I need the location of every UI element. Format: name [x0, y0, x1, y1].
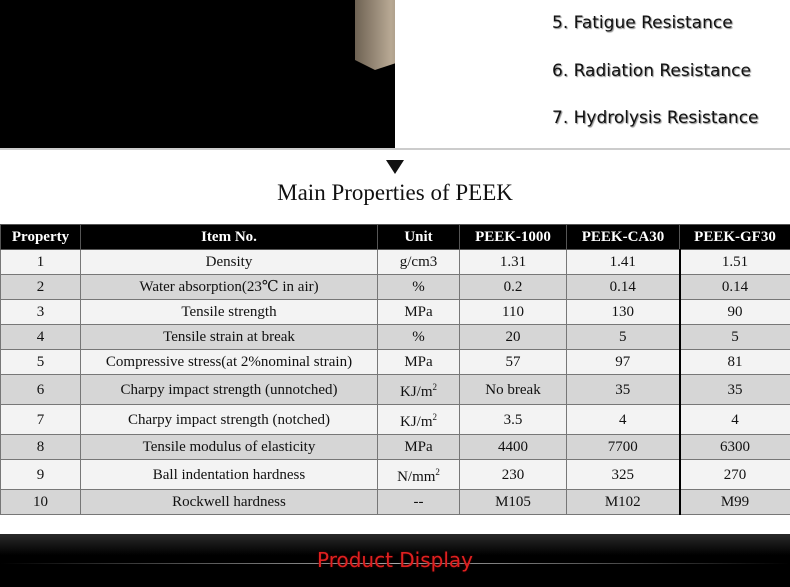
property-number-cell: [1, 300, 81, 325]
peek-gf30-value-cell: [680, 435, 790, 460]
product-photo-area: [0, 0, 395, 150]
column-header: Item No.: [81, 225, 378, 250]
property-number-cell: [1, 375, 81, 405]
arrow-down-icon: [386, 160, 404, 174]
peek-gf30-value-cell: [680, 490, 790, 515]
hero-banner: [0, 0, 790, 150]
item-name-cell: [81, 460, 378, 490]
properties-table: [0, 224, 790, 515]
item-name-cell: [81, 350, 378, 375]
peek-fitting-image: [355, 0, 395, 80]
peek-1000-value-cell: [460, 350, 567, 375]
peek-1000-value-cell: [460, 460, 567, 490]
cell-text: 1: [36, 254, 45, 270]
unit-cell: [378, 275, 460, 300]
table-row: [1, 375, 790, 405]
cell-text: 35: [615, 381, 631, 398]
cell-text: 6: [36, 381, 45, 398]
table-row: [1, 325, 790, 350]
peek-1000-value-cell: [460, 250, 567, 275]
column-header: PEEK-1000: [460, 225, 567, 250]
unit-superscript: 2: [435, 467, 440, 477]
peek-ca30-value-cell: [567, 490, 680, 515]
column-header: Property: [1, 225, 81, 250]
unit-cell: [378, 490, 460, 515]
feature-item: 5. Fatigue Resistance: [552, 13, 733, 33]
feature-item: 7. Hydrolysis Resistance: [552, 108, 759, 128]
unit-cell: [378, 460, 460, 490]
item-name-cell: [81, 375, 378, 405]
item-name-cell: [81, 250, 378, 275]
property-number-cell: [1, 325, 81, 350]
item-name-cell: [81, 405, 378, 435]
peek-gf30-value-cell: [680, 375, 790, 405]
cell-text: 7700: [607, 439, 638, 455]
table-row: [1, 300, 790, 325]
cell-text: --: [413, 494, 424, 510]
cell-text: 1.51: [721, 254, 749, 270]
cell-text: Water absorption(23℃ in air): [139, 279, 319, 295]
unit-cell: [378, 375, 460, 405]
peek-1000-value-cell: [460, 375, 567, 405]
property-number-cell: [1, 350, 81, 375]
cell-text: 5: [619, 329, 627, 345]
cell-text: %: [412, 279, 425, 295]
cell-text: 5: [36, 354, 45, 370]
property-number-cell: [1, 435, 81, 460]
cell-text: 81: [727, 354, 743, 370]
peek-1000-value-cell: [460, 490, 567, 515]
table-row: [1, 350, 790, 375]
peek-ca30-value-cell: [567, 250, 680, 275]
table-row: [1, 405, 790, 435]
divider: [0, 148, 790, 150]
cell-text: 1.31: [499, 254, 527, 270]
cell-text: 35: [727, 381, 743, 398]
section-title: Main Properties of PEEK: [277, 180, 513, 205]
peek-ca30-value-cell: [567, 375, 680, 405]
item-name-cell: [81, 325, 378, 350]
cell-text: MPa: [404, 304, 433, 320]
cell-text: 97: [615, 354, 631, 370]
item-name-cell: [81, 300, 378, 325]
cell-text: 9: [36, 466, 45, 483]
cell-text: N/mm: [397, 469, 436, 485]
cell-text: 0.14: [721, 279, 749, 295]
table-row: [1, 275, 790, 300]
cell-text: g/cm3: [399, 254, 438, 270]
peek-gf30-value-cell: [680, 350, 790, 375]
cell-text: 0.2: [503, 279, 523, 295]
cell-text: 4400: [498, 439, 528, 455]
peek-gf30-value-cell: [680, 460, 790, 490]
cell-text: 57: [505, 354, 521, 370]
cell-text: 4: [619, 411, 627, 428]
cell-text: Ball indentation hardness: [152, 466, 306, 483]
property-number-cell: [1, 275, 81, 300]
property-number-cell: [1, 250, 81, 275]
unit-cell: [378, 250, 460, 275]
item-name-cell: [81, 435, 378, 460]
peek-ca30-value-cell: [567, 435, 680, 460]
cell-text: Tensile modulus of elasticity: [142, 439, 316, 455]
table-row: [1, 435, 790, 460]
feature-list: [395, 0, 790, 150]
cell-text: 3: [36, 304, 45, 320]
peek-1000-value-cell: [460, 325, 567, 350]
unit-superscript: 2: [432, 382, 437, 392]
cell-text: 2: [36, 279, 45, 295]
property-number-cell: [1, 405, 81, 435]
table-row: [1, 250, 790, 275]
column-header: PEEK-CA30: [567, 225, 680, 250]
cell-text: Charpy impact strength (unnotched): [120, 381, 338, 398]
feature-item: 6. Radiation Resistance: [552, 61, 751, 81]
cell-text: Tensile strain at break: [163, 329, 295, 345]
cell-text: 90: [727, 304, 743, 320]
peek-1000-value-cell: [460, 300, 567, 325]
cell-text: 6300: [720, 439, 750, 455]
cell-text: %: [412, 329, 425, 345]
peek-ca30-value-cell: [567, 300, 680, 325]
cell-text: KJ/m: [399, 384, 433, 400]
item-name-cell: [81, 490, 378, 515]
table-row: [1, 490, 790, 515]
product-display-heading: Product Display: [316, 548, 473, 572]
peek-gf30-value-cell: [680, 275, 790, 300]
peek-gf30-value-cell: [680, 405, 790, 435]
cell-text: 3.5: [503, 411, 523, 428]
unit-cell: [378, 300, 460, 325]
cell-text: 230: [501, 466, 525, 483]
table-row: [1, 460, 790, 490]
cell-text: 4: [731, 411, 739, 428]
cell-text: 110: [502, 304, 524, 320]
cell-text: MPa: [404, 439, 433, 455]
cell-text: 5: [731, 329, 739, 345]
cell-text: 8: [36, 439, 45, 455]
table-header-row: [1, 225, 790, 250]
cell-text: 325: [611, 466, 634, 483]
cell-text: M102: [604, 494, 641, 510]
peek-ca30-value-cell: [567, 325, 680, 350]
cell-text: Density: [205, 254, 253, 270]
column-header: Unit: [378, 225, 460, 250]
peek-ca30-value-cell: [567, 405, 680, 435]
cell-text: 10: [33, 494, 48, 510]
cell-text: 4: [36, 329, 45, 345]
cell-text: 7: [36, 411, 45, 428]
peek-gf30-value-cell: [680, 325, 790, 350]
cell-text: M99: [720, 494, 750, 510]
column-header: PEEK-GF30: [680, 225, 790, 250]
cell-text: Rockwell hardness: [172, 494, 286, 510]
cell-text: Charpy impact strength (notched): [127, 411, 331, 428]
peek-1000-value-cell: [460, 405, 567, 435]
unit-cell: [378, 350, 460, 375]
peek-ca30-value-cell: [567, 275, 680, 300]
item-name-cell: [81, 275, 378, 300]
property-number-cell: [1, 490, 81, 515]
cell-text: 270: [723, 466, 747, 483]
peek-ca30-value-cell: [567, 460, 680, 490]
cell-text: Tensile strength: [181, 304, 277, 320]
unit-superscript: 2: [432, 412, 437, 422]
cell-text: KJ/m: [399, 414, 433, 430]
peek-1000-value-cell: [460, 435, 567, 460]
cell-text: 130: [611, 304, 634, 320]
unit-cell: [378, 405, 460, 435]
cell-text: M105: [495, 494, 531, 510]
peek-gf30-value-cell: [680, 250, 790, 275]
unit-cell: [378, 435, 460, 460]
unit-cell: [378, 325, 460, 350]
peek-ca30-value-cell: [567, 350, 680, 375]
cell-text: MPa: [404, 354, 433, 370]
peek-1000-value-cell: [460, 275, 567, 300]
peek-gf30-value-cell: [680, 300, 790, 325]
cell-text: Compressive stress(at 2%nominal strain): [105, 354, 353, 370]
cell-text: 0.14: [609, 279, 636, 295]
cell-text: 1.41: [609, 254, 636, 270]
cell-text: 20: [505, 329, 521, 345]
property-number-cell: [1, 460, 81, 490]
cell-text: No break: [485, 381, 541, 398]
